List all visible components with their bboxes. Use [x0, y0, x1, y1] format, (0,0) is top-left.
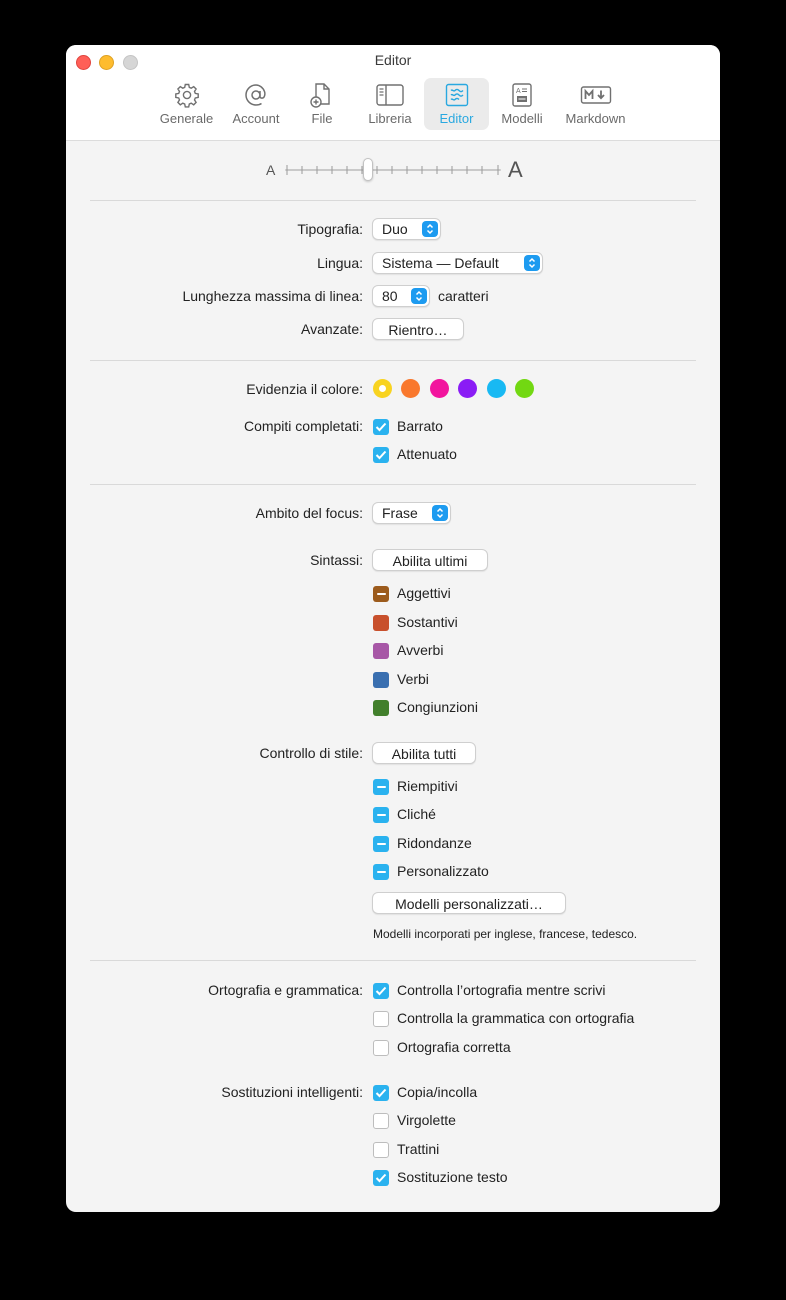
adverbs-checkbox[interactable]	[373, 643, 389, 659]
tab-label: Account	[232, 111, 280, 126]
highlight-color-green[interactable]	[515, 379, 534, 398]
gear-icon	[155, 82, 218, 108]
highlight-color-blue[interactable]	[487, 379, 506, 398]
focus-scope-label: Ambito del focus:	[255, 505, 363, 521]
copy-paste-checkbox[interactable]	[373, 1085, 389, 1101]
chevron-updown-icon	[524, 255, 540, 271]
cliches-label: Cliché	[397, 806, 436, 822]
tab-file[interactable]	[294, 78, 350, 130]
smart-quotes-label: Virgolette	[397, 1112, 456, 1128]
adjectives-label: Aggettivi	[397, 585, 451, 601]
line-length-stepper[interactable]	[372, 285, 430, 307]
line-length-value: 80	[382, 288, 398, 304]
language-label: Lingua:	[317, 255, 363, 271]
selected-indicator	[379, 385, 386, 392]
adjectives-checkbox[interactable]	[373, 586, 389, 602]
language-value: Sistema — Default	[382, 255, 499, 271]
font-size-large-label: A	[508, 157, 523, 182]
strikethrough-checkbox[interactable]	[373, 419, 389, 435]
sidebar-icon	[359, 82, 421, 108]
text-replacement-checkbox[interactable]	[373, 1170, 389, 1186]
chevron-updown-icon	[422, 221, 438, 237]
toolbar	[66, 45, 720, 141]
focus-scope-popup[interactable]	[372, 502, 451, 524]
dimmed-checkbox[interactable]	[373, 447, 389, 463]
font-size-small-label: A	[266, 162, 276, 178]
chevron-updown-icon	[411, 288, 427, 304]
file-add-icon	[294, 82, 350, 108]
highlight-color-purple[interactable]	[458, 379, 477, 398]
font-size-slider[interactable]	[285, 158, 501, 182]
redundancies-label: Ridondanze	[397, 835, 472, 851]
custom-label: Personalizzato	[397, 863, 489, 879]
highlight-color-orange[interactable]	[401, 379, 420, 398]
enable-all-button[interactable]: Abilita tutti	[372, 742, 476, 764]
nouns-label: Sostantivi	[397, 614, 458, 630]
style-check-label: Controllo di stile:	[259, 745, 363, 761]
tab-markdown[interactable]	[558, 78, 633, 130]
verbs-label: Verbi	[397, 671, 429, 687]
preferences-window	[66, 45, 720, 1212]
tab-label: Modelli	[501, 111, 543, 126]
syntax-label: Sintassi:	[310, 552, 363, 568]
correct-spelling-checkbox[interactable]	[373, 1040, 389, 1056]
window-title: Editor	[374, 52, 412, 68]
custom-checkbox[interactable]	[373, 864, 389, 880]
advanced-label: Avanzate:	[300, 321, 363, 337]
fillers-checkbox[interactable]	[373, 779, 389, 795]
highlight-color-label: Evidenzia il colore:	[246, 381, 363, 397]
dimmed-label: Attenuato	[397, 446, 457, 462]
adverbs-label: Avverbi	[397, 642, 444, 658]
indent-button[interactable]: Rientro…	[372, 318, 464, 340]
divider	[90, 200, 696, 201]
typography-value: Duo	[382, 221, 408, 237]
check-grammar-label: Controlla la grammatica con ortografia	[397, 1010, 635, 1026]
tab-label: Markdown	[565, 111, 626, 126]
enable-recent-button[interactable]: Abilita ultimi	[372, 549, 488, 571]
markdown-icon	[558, 82, 633, 108]
smart-quotes-checkbox[interactable]	[373, 1113, 389, 1129]
slider-ticks	[285, 158, 501, 182]
copy-paste-label: Copia/incolla	[397, 1084, 478, 1100]
chevron-updown-icon	[432, 505, 448, 521]
conjunctions-label: Congiunzioni	[397, 699, 478, 715]
custom-patterns-button[interactable]: Modelli personalizzati…	[372, 892, 566, 914]
template-icon	[493, 82, 551, 108]
divider	[90, 484, 696, 485]
spelling-grammar-label: Ortografia e grammatica:	[208, 982, 363, 998]
conjunctions-checkbox[interactable]	[373, 700, 389, 716]
nouns-checkbox[interactable]	[373, 615, 389, 631]
smart-substitutions-label: Sostituzioni intelligenti:	[221, 1084, 363, 1100]
highlight-color-yellow[interactable]	[373, 379, 392, 398]
tab-account[interactable]	[226, 78, 286, 130]
redundancies-checkbox[interactable]	[373, 836, 389, 852]
check-spelling-label: Controlla l’ortografia mentre scrivi	[397, 982, 606, 998]
check-grammar-checkbox[interactable]	[373, 1011, 389, 1027]
smart-dashes-checkbox[interactable]	[373, 1142, 389, 1158]
tab-label: Libreria	[368, 111, 412, 126]
tab-label: Generale	[159, 111, 214, 126]
strikethrough-label: Barrato	[397, 418, 443, 434]
divider	[90, 360, 696, 361]
at-icon	[226, 82, 286, 108]
tab-generale[interactable]	[155, 78, 218, 130]
patterns-note: Modelli incorporati per inglese, francese, tedesco.	[373, 927, 638, 941]
tab-editor[interactable]	[424, 78, 489, 130]
divider	[90, 960, 696, 961]
typography-popup[interactable]	[372, 218, 441, 240]
tab-modelli[interactable]	[493, 78, 551, 130]
completed-tasks-label: Compiti completati:	[243, 418, 363, 434]
verbs-checkbox[interactable]	[373, 672, 389, 688]
focus-scope-value: Frase	[382, 505, 418, 521]
correct-spelling-label: Ortografia corretta	[397, 1039, 511, 1055]
line-length-unit: caratteri	[438, 288, 489, 304]
typography-label: Tipografia:	[297, 221, 363, 237]
editor-icon	[424, 82, 489, 108]
smart-dashes-label: Trattini	[397, 1141, 440, 1157]
tab-libreria[interactable]	[359, 78, 421, 130]
cliches-checkbox[interactable]	[373, 807, 389, 823]
tab-label: File	[311, 111, 333, 126]
fillers-label: Riempitivi	[397, 778, 458, 794]
slider-thumb[interactable]	[363, 158, 373, 181]
tab-label: Editor	[439, 111, 474, 126]
line-length-label: Lunghezza massima di linea:	[182, 288, 363, 304]
svg-text:A: A	[516, 88, 521, 95]
check-spelling-checkbox[interactable]	[373, 983, 389, 999]
highlight-color-pink[interactable]	[430, 379, 449, 398]
text-replacement-label: Sostituzione testo	[397, 1169, 508, 1185]
language-popup[interactable]	[372, 252, 543, 274]
